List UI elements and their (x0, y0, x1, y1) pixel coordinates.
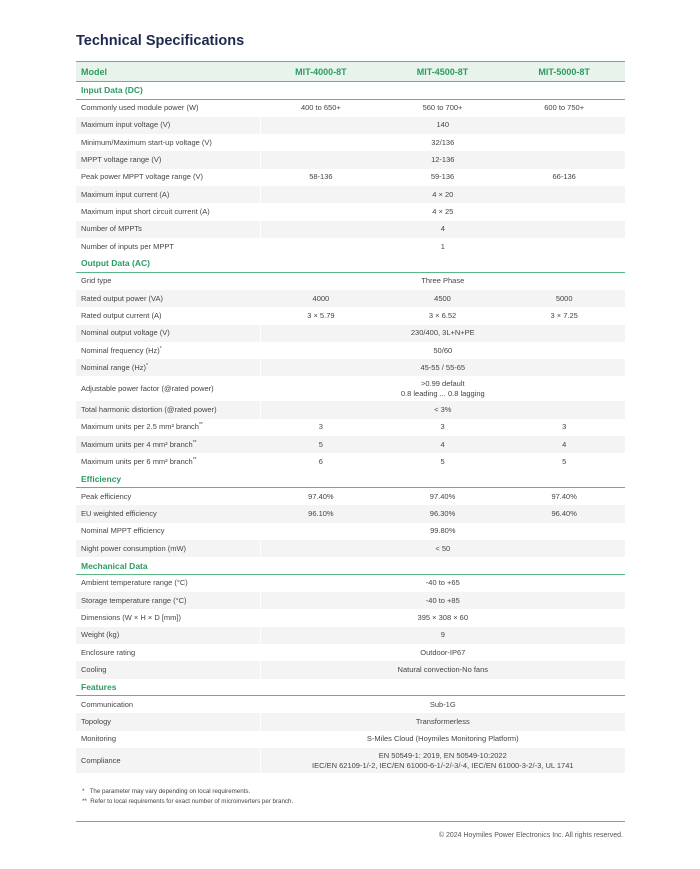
cell-value: 59-136 (430, 172, 455, 182)
header-mit-5000: MIT-5000-8T (503, 62, 625, 82)
table-row (76, 290, 625, 307)
cell-value: 5000 (503, 290, 625, 307)
table-row (76, 574, 625, 592)
row-label: Maximum units per 2.5 mm² branch** (81, 422, 203, 432)
cell-value: 230/400, 3L+N+PE (260, 325, 625, 342)
header-mit-4000: MIT-4000-8T (260, 62, 382, 82)
section-header-efficiency: Efficiency (76, 471, 625, 488)
row-label: Nominal frequency (Hz)* (81, 345, 162, 355)
row-label: Adjustable power factor (@rated power) (81, 383, 214, 393)
table-row (76, 661, 625, 678)
row-label: Topology (76, 713, 260, 730)
row-label: Weight (kg) (76, 627, 260, 644)
footnote-mark: ** (192, 439, 197, 446)
cell-value: 140 (260, 117, 625, 134)
cell-value: 97.40% (429, 491, 456, 501)
row-label: Rated output current (A) (81, 310, 162, 320)
footnote-mark: ** (192, 456, 197, 463)
cell-value (260, 748, 625, 773)
row-label: MPPT voltage range (V) (76, 151, 260, 168)
cell-value: 4000 (260, 290, 382, 307)
cell-value: 99.80% (260, 523, 625, 540)
cell-value: 66-136 (552, 172, 576, 182)
cell-value: Sub-1G (260, 696, 625, 714)
cell-value: 400 to 650+ (300, 103, 341, 113)
row-label: Maximum input short circuit current (A) (81, 206, 210, 216)
value-line: 0.8 leading ... 0.8 lagging (400, 388, 485, 398)
table-row (76, 609, 625, 626)
table-row (76, 505, 625, 522)
table-row (76, 713, 625, 730)
row-label: Storage temperature range (°C) (76, 592, 260, 609)
section-header-mechanical: Mechanical Data (76, 557, 625, 574)
cell-value: Outdoor-IP67 (260, 644, 625, 661)
table-row (76, 401, 625, 418)
table-row (76, 644, 625, 661)
value-line: EN 50549-1: 2019, EN 50549-10:2022 (378, 750, 507, 760)
cell-value: 96.30% (382, 505, 504, 522)
cell-value: 96.10% (260, 505, 382, 522)
table-row (76, 342, 625, 359)
value-line: IEC/EN 62109-1/-2, IEC/EN 61000-6-1/-2/-3/-4, IEC/EN 61000-3-2/-3, UL 1741 (312, 760, 574, 770)
table-row (76, 453, 625, 470)
section-header-output: Output Data (AC) (76, 255, 625, 272)
cell-value: 9 (260, 627, 625, 644)
table-row (76, 151, 625, 168)
row-label: Maximum units per 4 mm² branch** (76, 436, 260, 453)
cell-value: 5 (260, 436, 382, 453)
copyright: © 2024 Hoymiles Power Electronics Inc. All rights reserved. (438, 832, 623, 839)
row-label: Maximum units per 6 mm² branch** (81, 456, 197, 466)
table-row (76, 238, 625, 255)
row-label: Maximum input voltage (V) (76, 117, 260, 134)
section-header-input: Input Data (DC) (76, 82, 625, 100)
page-title: Technical Specifications (76, 33, 245, 49)
table-row (76, 540, 625, 557)
cell-value (260, 376, 625, 401)
table-row (76, 748, 625, 773)
row-label: Nominal output voltage (V) (76, 325, 260, 342)
table-row (76, 117, 625, 134)
cell-value: 4 (503, 436, 625, 453)
cell-value: 3 × 7.25 (550, 310, 578, 320)
cell-value: 560 to 700+ (422, 103, 463, 113)
cell-value: -40 to +85 (260, 592, 625, 609)
row-label: Minimum/Maximum start-up voltage (V) (81, 137, 212, 147)
cell-value: 4 (382, 436, 504, 453)
cell-value: Natural convection-No fans (260, 661, 625, 678)
row-label: Commonly used module power (W) (81, 103, 199, 113)
table-row (76, 359, 625, 376)
cell-value: 12-136 (260, 151, 625, 168)
cell-value: Three Phase (260, 272, 625, 290)
cell-value: 3 (440, 422, 445, 432)
table-header-row (76, 62, 625, 82)
cell-value: 96.40% (503, 505, 625, 522)
cell-value: 97.40% (551, 491, 577, 501)
spec-table (76, 61, 625, 773)
footnote-mark: * (159, 345, 162, 352)
section-header-features: Features (76, 679, 625, 696)
cell-value: Transformerless (260, 713, 625, 730)
cell-value: S-Miles Cloud (Hoymiles Monitoring Platform) (260, 731, 625, 748)
footnote-mark: * (146, 362, 148, 369)
row-label: Monitoring (81, 734, 117, 744)
cell-value: 5 (440, 456, 445, 466)
table-row (76, 488, 625, 506)
footnote-mark: ** (198, 422, 203, 429)
row-label: Nominal range (Hz)* (76, 359, 260, 376)
table-row (76, 186, 625, 203)
cell-value: 3 × 6.52 (428, 310, 457, 320)
cell-value: 6 (318, 456, 323, 466)
table-row (76, 325, 625, 342)
row-label: Ambient temperature range (°C) (81, 578, 188, 588)
footnote: ** Refer to local requirements for exact number of microinverters per branch. (82, 798, 294, 805)
cell-value: 4 × 20 (260, 186, 625, 203)
cell-value: 3 (318, 422, 323, 432)
row-label: Enclosure rating (81, 647, 136, 657)
table-row (76, 99, 625, 117)
row-label: Dimensions (W × H × D [mm]) (81, 613, 182, 623)
table-row (76, 436, 625, 453)
cell-value: 4 × 25 (260, 203, 625, 220)
row-label: Communication (81, 699, 134, 709)
cell-value: 3 × 5.79 (307, 310, 335, 320)
table-row (76, 376, 625, 401)
footer-divider (76, 821, 625, 822)
cell-value: 50/60 (260, 342, 625, 359)
row-label: Compliance (76, 748, 260, 773)
row-label: Nominal MPPT efficiency (81, 526, 165, 536)
table-row (76, 696, 625, 714)
cell-value: 395 × 308 × 60 (260, 609, 625, 626)
row-label: Grid type (81, 276, 112, 286)
table-row (76, 731, 625, 748)
row-label: Number of MPPTs (76, 221, 260, 238)
cell-value: -40 to +65 (260, 574, 625, 592)
cell-value: 5 (562, 456, 567, 466)
cell-value: 58-136 (309, 172, 333, 182)
row-label: Night power consumption (mW) (76, 540, 260, 557)
cell-value: 45-55 / 55-65 (260, 359, 625, 376)
value-line: >0.99 default (420, 378, 465, 388)
row-label: Number of inputs per MPPT (81, 241, 174, 251)
table-row (76, 221, 625, 238)
cell-value: 1 (260, 238, 625, 255)
row-label: Rated output power (VA) (76, 290, 260, 307)
row-label: Peak efficiency (81, 491, 132, 501)
footnote: * The parameter may vary depending on local requirements. (82, 788, 251, 795)
cell-value: 4500 (382, 290, 504, 307)
table-row (76, 419, 625, 436)
cell-value: 4 (260, 221, 625, 238)
row-label: Total harmonic distortion (@rated power) (76, 401, 260, 418)
table-row (76, 592, 625, 609)
cell-value: < 50 (260, 540, 625, 557)
cell-value: 600 to 750+ (544, 103, 585, 113)
table-row (76, 523, 625, 540)
row-label: EU weighted efficiency (76, 505, 260, 522)
table-row (76, 169, 625, 186)
table-row (76, 272, 625, 290)
header-model: Model (76, 62, 260, 82)
cell-value: < 3% (260, 401, 625, 418)
table-row (76, 627, 625, 644)
row-label: Cooling (76, 661, 260, 678)
cell-value: 32/136 (260, 134, 625, 151)
row-label: Peak power MPPT voltage range (V) (81, 172, 204, 182)
table-row (76, 307, 625, 324)
cell-value: 97.40% (308, 491, 334, 501)
row-label: Maximum input current (A) (76, 186, 260, 203)
header-mit-4500: MIT-4500-8T (382, 62, 504, 82)
cell-value: 3 (562, 422, 567, 432)
table-row (76, 134, 625, 151)
table-row (76, 203, 625, 220)
